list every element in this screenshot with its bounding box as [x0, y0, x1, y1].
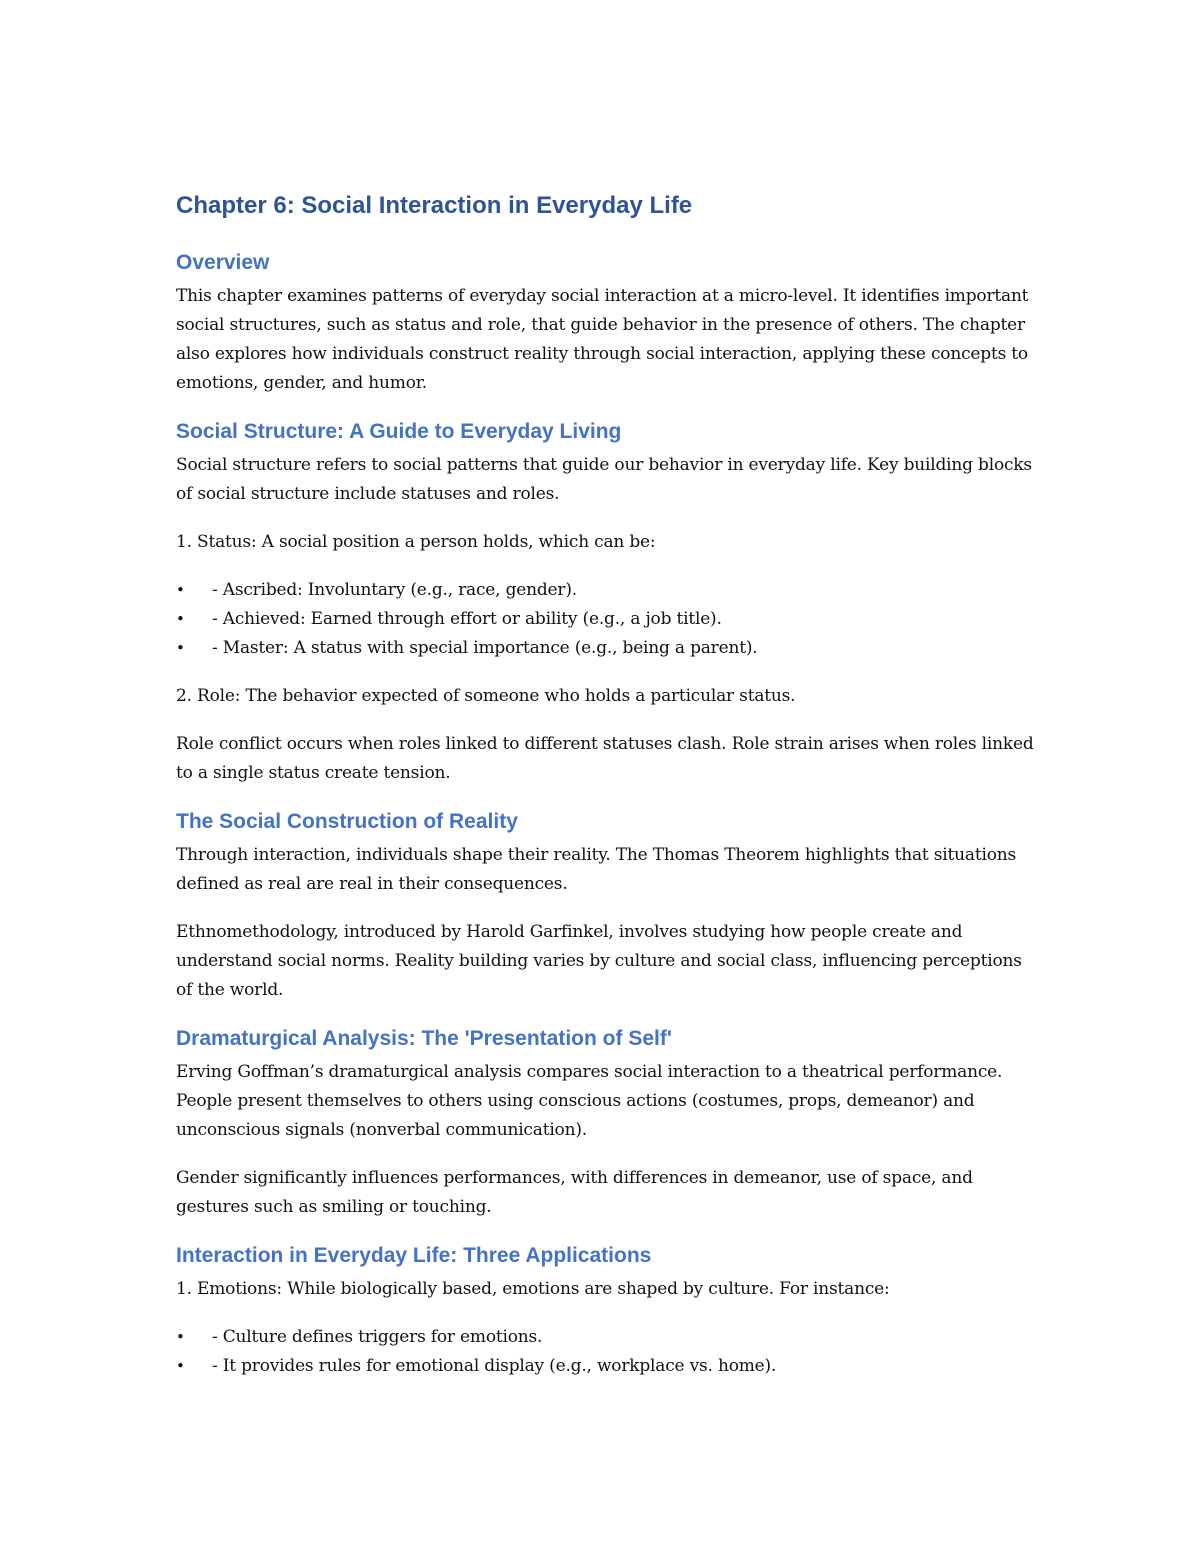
section-heading: Social Structure: A Guide to Everyday Living: [176, 420, 622, 443]
list-item: [176, 1352, 1036, 1381]
paragraph: Through interaction, individuals shape their reality. The Thomas Theorem highlights that situations defined as real are real in their consequences.: [176, 845, 1017, 894]
list-item-text: - It provides rules for emotional display (e.g., workplace vs. home).: [212, 1356, 777, 1376]
bullet-icon: •: [176, 1357, 185, 1375]
section-dramaturgical: [176, 1024, 1036, 1222]
list-item-text: - Achieved: Earned through effort or ability (e.g., a job title).: [212, 609, 722, 629]
chapter-title: Chapter 6: Social Interaction in Everyday Life: [176, 192, 693, 219]
section-heading: Interaction in Everyday Life: Three Applications: [176, 1244, 652, 1267]
bullet-list: [176, 1323, 1036, 1381]
section-applications: [176, 1241, 1036, 1381]
section-social-construction: [176, 807, 1036, 1005]
paragraph: Gender significantly influences performances, with differences in demeanor, use of space, and gestures such as smiling or touching.: [176, 1168, 973, 1217]
bullet-icon: •: [176, 1328, 185, 1346]
paragraph: 1. Status: A social position a person holds, which can be:: [176, 532, 656, 552]
section-heading: The Social Construction of Reality: [176, 810, 518, 833]
paragraph: 2. Role: The behavior expected of someone who holds a particular status.: [176, 686, 796, 706]
list-item: [176, 634, 1036, 663]
list-item-text: - Master: A status with special importance (e.g., being a parent).: [212, 638, 758, 658]
paragraph: Social structure refers to social patterns that guide our behavior in everyday life. Key building blocks of social structure include statuses and roles.: [176, 455, 1032, 504]
paragraph: 1. Emotions: While biologically based, emotions are shaped by culture. For instance:: [176, 1279, 890, 1299]
bullet-icon: •: [176, 610, 185, 628]
section-heading: Overview: [176, 251, 270, 274]
paragraph: Role conflict occurs when roles linked to different statuses clash. Role strain arises when roles linked to a single status create tension.: [176, 734, 1034, 783]
paragraph: This chapter examines patterns of everyday social interaction at a micro-level. It identifies important social structures, such as status and role, that guide behavior in the presence of others. The chapter also explores how individuals construct reality through social interaction, applying these concepts to emotions, gender, and humor.: [176, 286, 1029, 393]
paragraph: Ethnomethodology, introduced by Harold Garfinkel, involves studying how people create and understand social norms. Reality building varies by culture and social class, influencing perceptions of the world.: [176, 922, 1022, 1000]
list-item: [176, 1323, 1036, 1352]
section-overview: [176, 248, 1036, 398]
list-item-text: - Ascribed: Involuntary (e.g., race, gender).: [212, 580, 577, 600]
list-item: [176, 576, 1036, 605]
paragraph: Erving Goffman’s dramaturgical analysis compares social interaction to a theatrical performance. People present themselves to others using conscious actions (costumes, props, demeanor) and unconscious signals (nonverbal communication).: [176, 1062, 1003, 1140]
document-page: [176, 190, 1036, 1400]
bullet-icon: •: [176, 639, 185, 657]
bullet-list: [176, 576, 1036, 663]
bullet-icon: •: [176, 581, 185, 599]
section-heading: Dramaturgical Analysis: The 'Presentation of Self': [176, 1027, 672, 1050]
section-social-structure: [176, 417, 1036, 788]
list-item-text: - Culture defines triggers for emotions.: [212, 1327, 543, 1347]
list-item: [176, 605, 1036, 634]
